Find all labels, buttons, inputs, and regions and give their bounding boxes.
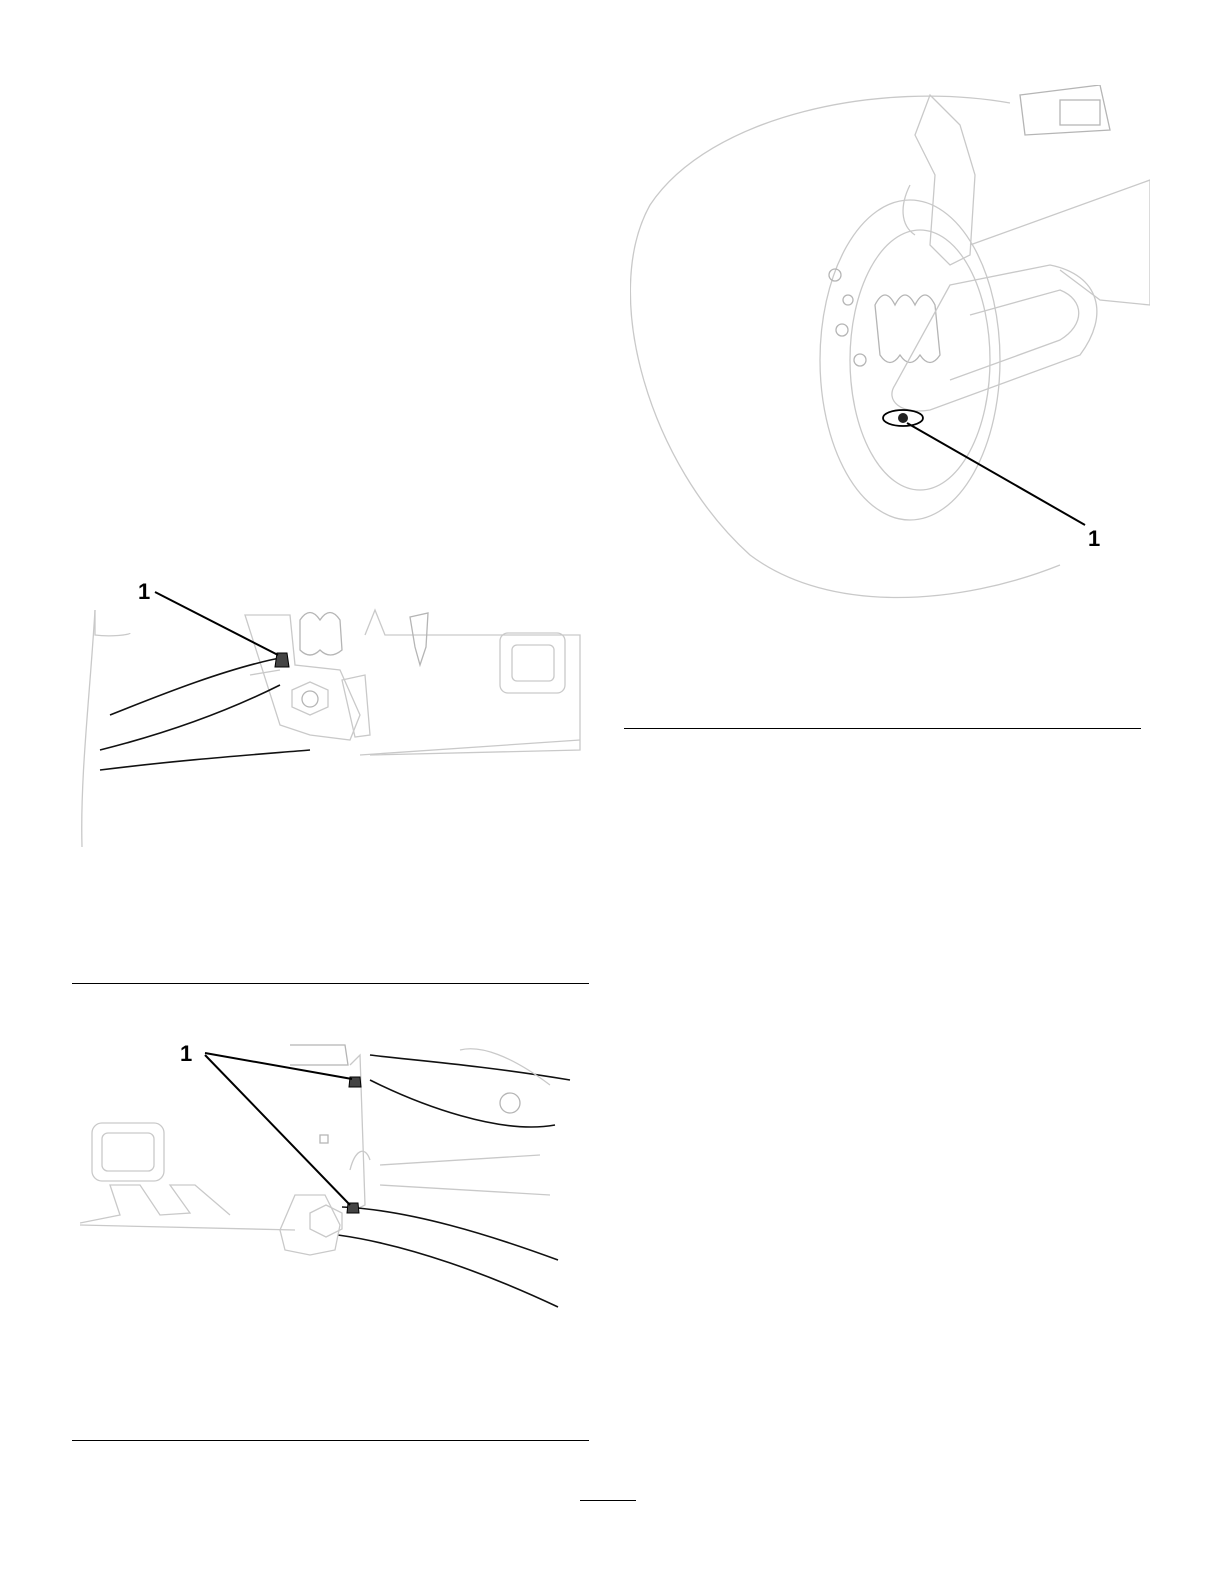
- wheel-ball-joint-illustration: [630, 85, 1150, 605]
- leader-line-1: [907, 423, 1085, 525]
- leader-line-1: [155, 592, 278, 655]
- callout-1: 1: [138, 579, 151, 604]
- page-number-rule: [580, 1500, 636, 1501]
- figure-pivot-grease-fitting: [80, 575, 590, 855]
- separator-left-column-2: [72, 1440, 589, 1441]
- dual-grease-fittings-illustration: [80, 1035, 590, 1315]
- leader-line-1a: [205, 1053, 352, 1079]
- callout-1: 1: [1088, 526, 1101, 551]
- figure-dual-grease-fittings: [80, 1035, 590, 1315]
- figure-wheel-ball-joint: [630, 85, 1150, 605]
- pivot-grease-fitting-illustration: [80, 575, 590, 855]
- separator-left-column-1: [72, 983, 589, 984]
- leader-line-1b: [205, 1055, 350, 1205]
- callout-1: 1: [180, 1041, 193, 1066]
- separator-right-column: [624, 728, 1141, 729]
